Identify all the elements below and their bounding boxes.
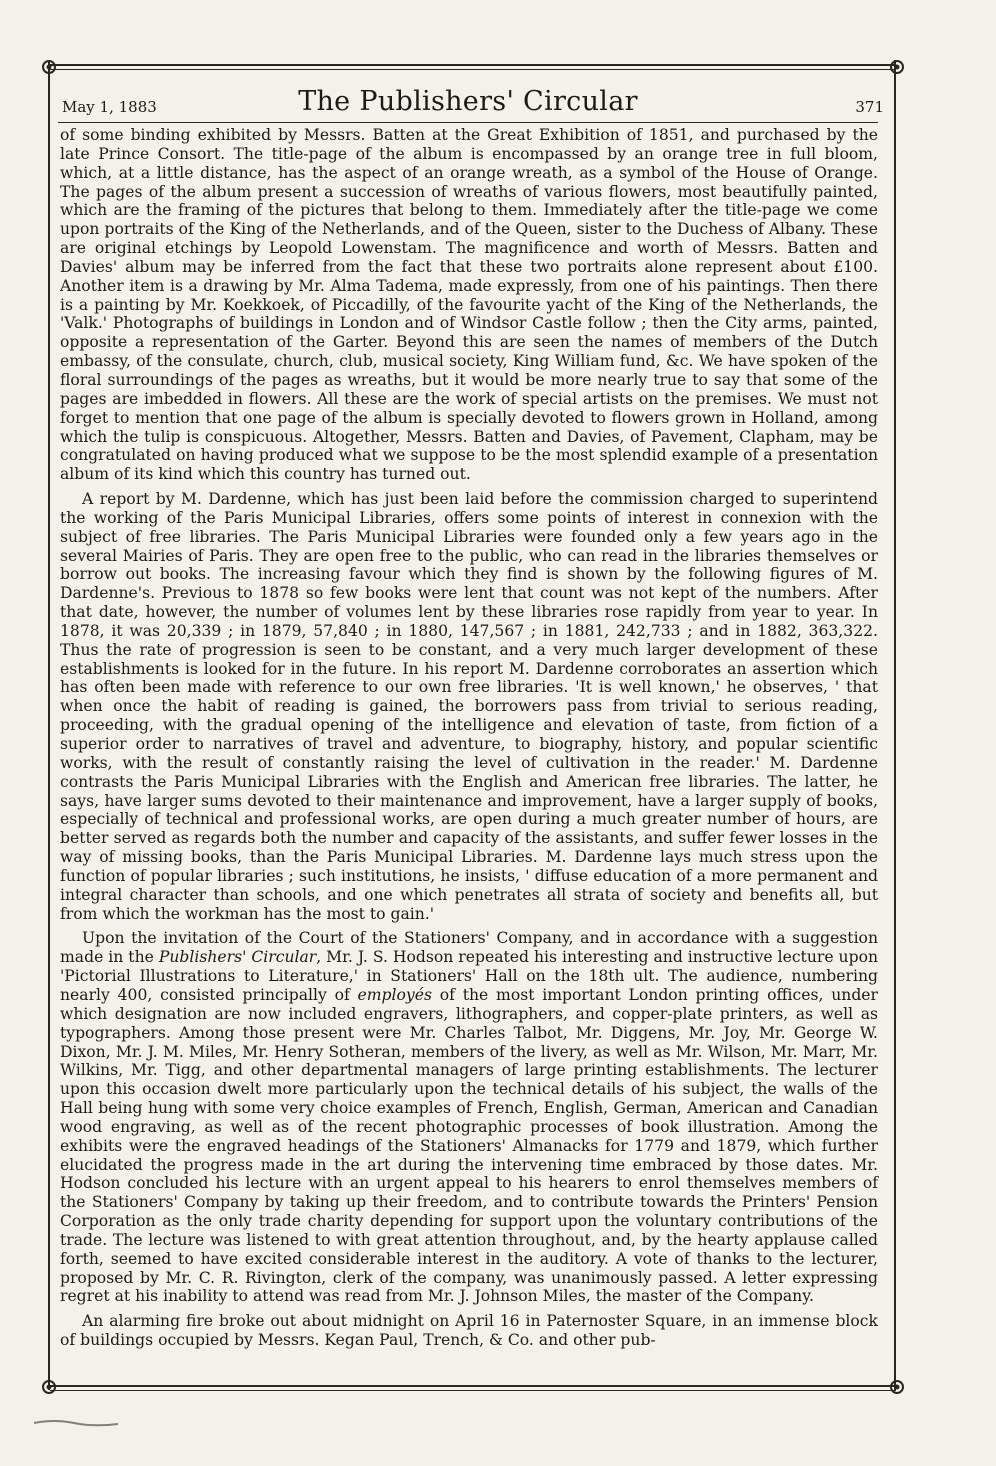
newspaper-page [58, 60, 888, 1390]
paragraph-p3 [60, 929, 878, 1306]
print-smudge [34, 1412, 118, 1422]
paragraph-text: An alarming fire broke out about midnight on April 16 in Paternoster Square, in an immense block of buildings occupied by Messrs. Kegan Paul, Trench, & Co. and other pub- [60, 1312, 878, 1350]
paragraph-p1 [60, 126, 878, 484]
corner-ornament-icon [40, 58, 58, 76]
paragraph-p4 [60, 1312, 878, 1350]
publication-title: The Publishers' Circular [298, 86, 638, 117]
corner-ornament-icon [888, 58, 906, 76]
paragraph-text: , Mr. J. S. Hodson repeated his interesting and instructive lecture upon 'Pictorial Illustrations to Literature,' in Stationers' Hall on the 18th ult. The audience, numbering nearly 400, consisted principally of [60, 948, 878, 1004]
header-rule [58, 122, 878, 123]
page-header [58, 86, 884, 122]
corner-ornament-icon [888, 1378, 906, 1396]
corner-ornament-icon [40, 1378, 58, 1396]
top-border-rule [50, 64, 896, 70]
right-border-rule [894, 60, 896, 1390]
article-body [60, 126, 878, 1350]
paragraph-text: A report by M. Dardenne, which has just been laid before the commission charged to superintend the working of the Paris Municipal Libraries, offers some points of interest in connexion with the subject of free libraries. The Paris Municipal Libraries were founded only a few years ago in the several Mairies of Paris. They are open free to the public, who can read in the libraries themselves or borrow out books. The increasing favour which they find is shown by the following figures of M. Dardenne's. Previous to 1878 so few books were lent that count was not kept of the numbers. After that date, however, the number of volumes lent by these libraries rose rapidly from year to year. In 1878, it was 20,339 ; in 1879, 57,840 ; in 1880, 147,567 ; in 1881, 242,733 ; and in 1882, 363,322. Thus the rate of progression is seen to be constant, and a very much larger development of these establishments is looked for in the future. In his report M. Dardenne corroborates an assertion which has often been made with reference to our own free libraries. 'It is well known,' he observes, ' that when once the habit of reading is gained, the borrowers pass from trivial to serious reading, proceeding, with the gradual opening of the intelligence and elevation of taste, from fiction of a superior order to narratives of travel and adventure, to biography, history, and popular scientific works, with the result of constantly raising the level of cultivation in the reader.' M. Dardenne contrasts the Paris Municipal Libraries with the English and American free libraries. The latter, he says, have larger sums devoted to their maintenance and improvement, have a larger supply of books, especially of technical and professional works, are open during a much greater number of hours, are better served as regards both the number and capacity of the assistants, and suffer fewer losses in the way of missing books, than the Paris Municipal Libraries. M. Dardenne lays much stress upon the function of popular libraries ; such institutions, he insists, ' diffuse education of a more permanent and integral character than schools, and one which penetrates all strata of society and benefits all, but from which the workman has the most to gain.' [60, 490, 878, 923]
paragraph-text: of some binding exhibited by Messrs. Batten at the Great Exhibition of 1851, and purchased by the late Prince Consort. The title-page of the album is encompassed by an orange tree in full bloom, which, at a little distance, has the aspect of an orange wreath, as a symbol of the House of Orange. The pages of the album present a succession of wreaths of various flowers, most beautifully painted, which are the framing of the pictures that belong to them. Immediately after the title-page we come upon portraits of the King of the Netherlands, and of the Queen, sister to the Duchess of Albany. These are original etchings by Leopold Lowenstam. The magnificence and worth of Messrs. Batten and Davies' album may be inferred from the fact that these two portraits alone represent about £100. Another item is a drawing by Mr. Alma Tadema, made expressly, from one of his paintings. Then there is a painting by Mr. Koekkoek, of Piccadilly, of the favourite yacht of the King of the Netherlands, the 'Valk.' Photographs of buildings in London and of Windsor Castle follow ; then the City arms, painted, opposite a representation of the Garter. Beyond this are seen the names of members of the Dutch embassy, of the consulate, church, club, musical society, King William fund, &c. We have spoken of the floral surroundings of the pages as wreaths, but it would be more nearly true to say that some of the pages are imbedded in flowers. All these are the work of special artists on the premises. We must not forget to mention that one page of the album is specially devoted to flowers grown in Holland, among which the tulip is conspicuous. Altogether, Messrs. Batten and Davies, of Pavement, Clapham, may be congratulated on having produced what we suppose to be the most splendid example of a presentation album of its kind which this country has turned out. [60, 126, 878, 484]
issue-date: May 1, 1883 [62, 98, 157, 116]
left-border-rule [48, 60, 50, 1390]
paragraph-text: employés [357, 985, 432, 1004]
paragraph-text: Publishers' Circular [158, 948, 317, 967]
paragraph-text: Upon the invitation of the Court of the Stationers' Company, and in accordance with a suggestion made in the [60, 929, 878, 967]
page-number: 371 [855, 98, 884, 116]
bottom-border-rule [50, 1385, 896, 1391]
paragraph-p2 [60, 490, 878, 923]
paragraph-text: of the most important London printing offices, under which designation are now included engravers, lithographers, and copper-plate printers, as well as typographers. Among those present were Mr. Charles Talbot, Mr. Diggens, Mr. Joy, Mr. George W. Dixon, Mr. J. M. Miles, Mr. Henry Sotheran, members of the livery, as well as Mr. Wilson, Mr. Marr, Mr. Wilkins, Mr. Tigg, and other departmental managers of large printing establishments. The lecturer upon this occasion dwelt more particularly upon the technical details of his subject, the walls of the Hall being hung with some very choice examples of French, English, German, American and Canadian wood engraving, as well as of the recent photographic processes of book illustration. Among the exhibits were the engraved headings of the Stationers' Almanacks for 1779 and 1879, which further elucidated the progress made in the art during the intervening time embraced by those dates. Mr. Hodson concluded his lecture with an urgent appeal to his hearers to enrol themselves members of the Stationers' Company by taking up their freedom, and to contribute towards the Printers' Pension Corporation as the only trade charity depending for support upon the voluntary contributions of the trade. The lecture was listened to with great attention throughout, and, by the hearty applause called forth, seemed to have excited considerable interest in the auditory. A vote of thanks to the lecturer, proposed by Mr. C. R. Rivington, clerk of the company, was unanimously passed. A letter expressing regret at his inability to attend was read from Mr. J. Johnson Miles, the master of the Company. [60, 985, 878, 1306]
